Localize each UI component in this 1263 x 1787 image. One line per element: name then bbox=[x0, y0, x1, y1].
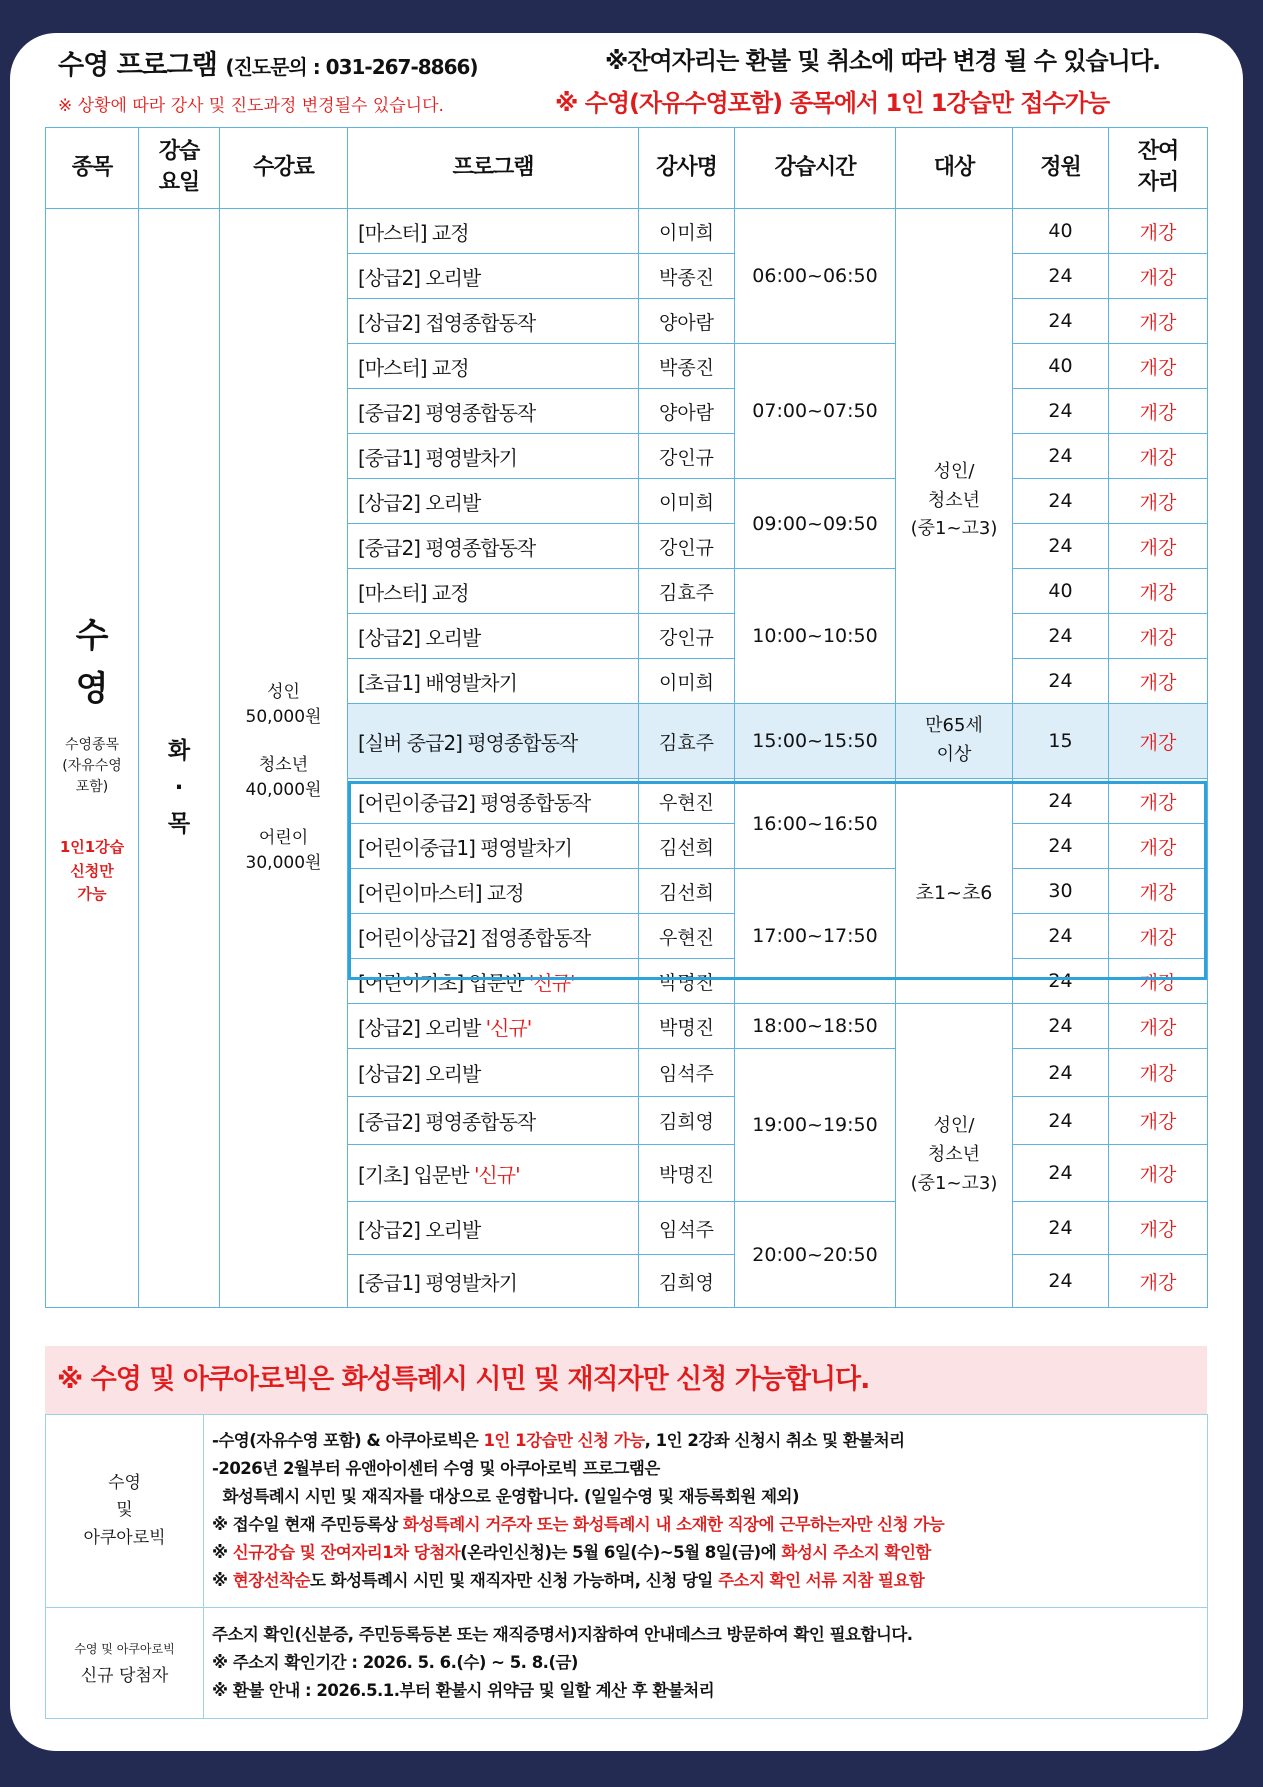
instructor-name: 강인규 bbox=[639, 434, 735, 479]
remaining-status: 개강 bbox=[1109, 614, 1208, 659]
instructor-name: 우현진 bbox=[639, 779, 735, 824]
instructor-name: 이미희 bbox=[639, 659, 735, 704]
remaining-status: 개강 bbox=[1109, 1202, 1208, 1255]
notice-label-small: 수영 및 아쿠아로빅 bbox=[74, 1642, 175, 1656]
new-tag: '신규' bbox=[473, 1162, 520, 1187]
category-note-1: 1인1강습 bbox=[59, 838, 125, 857]
remaining-seat-notice: ※잔여자리는 환불 및 취소에 따라 변경 될 수 있습니다. bbox=[605, 47, 1161, 75]
category-note-2: 신청만 bbox=[70, 861, 114, 880]
table-row bbox=[46, 209, 1208, 254]
capacity: 40 bbox=[1013, 209, 1109, 254]
header-fee: 수강료 bbox=[220, 128, 348, 209]
program-name: [중급1] 평영발차기 bbox=[348, 434, 639, 479]
program-name: [중급2] 평영종합동작 bbox=[348, 1097, 639, 1145]
program-name: [실버 중급2] 평영종합동작 bbox=[348, 704, 639, 779]
notice-line bbox=[212, 1567, 1199, 1595]
category-name-2: 영 bbox=[75, 668, 109, 709]
notice-table bbox=[45, 1414, 1208, 1719]
remaining-status: 개강 bbox=[1109, 299, 1208, 344]
target-senior bbox=[896, 704, 1013, 779]
program-name: [마스터] 교정 bbox=[348, 569, 639, 614]
capacity: 24 bbox=[1013, 524, 1109, 569]
capacity: 24 bbox=[1013, 299, 1109, 344]
notice-text: (온라인신청)는 5월 6일(수)~5월 8일(금)에 bbox=[460, 1543, 782, 1562]
capacity: 24 bbox=[1013, 1145, 1109, 1202]
program-name: [중급1] 평영발차기 bbox=[348, 1255, 639, 1308]
title-text: 수영 프로그램 bbox=[58, 50, 217, 81]
instructor-name: 임석주 bbox=[639, 1049, 735, 1097]
program-name: [초급1] 배영발차기 bbox=[348, 659, 639, 704]
notice-row bbox=[46, 1415, 1208, 1608]
program-name: [마스터] 교정 bbox=[348, 209, 639, 254]
category-sub-3: 포함) bbox=[75, 779, 109, 796]
change-notice: ※ 상황에 따라 강사 및 진도과정 변경될수 있습니다. bbox=[58, 96, 444, 116]
notice-text: ※ bbox=[212, 1543, 233, 1562]
day-dot: · bbox=[174, 774, 184, 801]
header-category: 종목 bbox=[46, 128, 139, 209]
notice-text: 도 화성특례시 시민 및 재직자만 신청 가능하며, 신청 당일 bbox=[310, 1571, 719, 1590]
capacity: 24 bbox=[1013, 1255, 1109, 1308]
time-slot: 07:00~07:50 bbox=[735, 344, 896, 479]
time-slot: 18:00~18:50 bbox=[735, 1004, 896, 1049]
remaining-status: 개강 bbox=[1109, 824, 1208, 869]
day-cell bbox=[139, 209, 220, 1308]
instructor-name: 박종진 bbox=[639, 344, 735, 389]
eligibility-banner: ※ 수영 및 아쿠아로빅은 화성특례시 시민 및 재직자만 신청 가능합니다. bbox=[45, 1346, 1207, 1414]
fee-child-price: 30,000원 bbox=[245, 853, 322, 873]
class-days bbox=[139, 733, 219, 843]
fee-child-label: 어린이 bbox=[258, 827, 309, 848]
program-name: [상급2] 오리발 bbox=[348, 614, 639, 659]
capacity: 40 bbox=[1013, 569, 1109, 614]
program-name: [어린이마스터] 교정 bbox=[348, 869, 639, 914]
notice-highlight: 신규강습 및 잔여자리1차 당첨자 bbox=[232, 1543, 461, 1562]
target-adult2-2: 청소년 bbox=[927, 1144, 981, 1166]
instructor-name: 양아람 bbox=[639, 389, 735, 434]
target-adult bbox=[896, 458, 1012, 544]
remaining-status: 개강 bbox=[1109, 1145, 1208, 1202]
program-name: [마스터] 교정 bbox=[348, 344, 639, 389]
time-slot: 19:00~19:50 bbox=[735, 1049, 896, 1202]
remaining-status: 개강 bbox=[1109, 1004, 1208, 1049]
instructor-name: 박명진 bbox=[639, 1145, 735, 1202]
program-name: [상급2] 접영종합동작 bbox=[348, 299, 639, 344]
page-title bbox=[58, 43, 478, 82]
program-name: [어린이중급2] 평영종합동작 bbox=[348, 779, 639, 824]
notice-highlight: 주소지 확인 서류 지참 필요함 bbox=[718, 1571, 925, 1590]
time-slot: 15:00~15:50 bbox=[735, 704, 896, 779]
program-name-cell bbox=[348, 959, 639, 1004]
program-name: [어린이기초] 입문반 bbox=[358, 970, 524, 995]
instructor-name: 김희영 bbox=[639, 1097, 735, 1145]
remaining-status: 개강 bbox=[1109, 524, 1208, 569]
program-name: [상급2] 오리발 bbox=[358, 1015, 481, 1040]
instructor-name: 박종진 bbox=[639, 254, 735, 299]
category-note-3: 가능 bbox=[77, 884, 107, 903]
header-remaining-line2: 자리 bbox=[1137, 170, 1179, 195]
program-name: [상급2] 오리발 bbox=[348, 1202, 639, 1255]
program-name: [상급2] 오리발 bbox=[348, 1049, 639, 1097]
remaining-status: 개강 bbox=[1109, 659, 1208, 704]
header-instructor: 강사명 bbox=[639, 128, 735, 209]
notice-line: 주소지 확인(신분증, 주민등록등본 또는 재직증명서)지참하여 안내데스크 방문하여 확인 필요합니다. bbox=[212, 1625, 913, 1644]
notice-line bbox=[212, 1511, 1199, 1539]
remaining-status: 개강 bbox=[1109, 209, 1208, 254]
program-name: [중급2] 평영종합동작 bbox=[348, 389, 639, 434]
instructor-name: 박명진 bbox=[639, 1004, 735, 1049]
instructor-name: 강인규 bbox=[639, 524, 735, 569]
target-senior-1: 만65세 bbox=[925, 715, 983, 737]
instructor-name: 김선희 bbox=[639, 824, 735, 869]
instructor-name: 박명진 bbox=[639, 959, 735, 1004]
one-class-notice: ※ 수영(자유수영포함) 종목에서 1인 1강습만 접수가능 bbox=[555, 89, 1110, 117]
remaining-status: 개강 bbox=[1109, 1097, 1208, 1145]
header-target: 대상 bbox=[896, 128, 1013, 209]
day-tue: 화 bbox=[167, 737, 191, 764]
remaining-status: 개강 bbox=[1109, 434, 1208, 479]
category-limit-note bbox=[46, 836, 138, 906]
category-sub-1: 수영종목 bbox=[64, 737, 120, 754]
program-name: [상급2] 오리발 bbox=[348, 479, 639, 524]
instructor-name: 이미희 bbox=[639, 479, 735, 524]
target-kids: 초1~초6 bbox=[896, 779, 1013, 1004]
target-adult-evening bbox=[896, 1112, 1012, 1198]
target-cell bbox=[896, 209, 1013, 704]
inquiry-phone: (진도문의 : 031-267-8866) bbox=[225, 55, 478, 79]
instructor-name: 김효주 bbox=[639, 704, 735, 779]
program-name: [기초] 입문반 bbox=[358, 1162, 469, 1187]
notice-highlight: 1인 1강습만 신청 가능 bbox=[483, 1431, 645, 1450]
header-capacity: 정원 bbox=[1013, 128, 1109, 209]
capacity: 24 bbox=[1013, 389, 1109, 434]
notice-body bbox=[204, 1608, 1208, 1719]
remaining-status: 개강 bbox=[1109, 1049, 1208, 1097]
notice-highlight: 화성시 주소지 확인함 bbox=[781, 1543, 931, 1562]
target-senior-text bbox=[896, 712, 1012, 770]
notice-line bbox=[212, 1427, 1199, 1455]
capacity: 24 bbox=[1013, 824, 1109, 869]
remaining-status: 개강 bbox=[1109, 344, 1208, 389]
notice-label-swim-aqua bbox=[46, 1415, 204, 1608]
capacity: 24 bbox=[1013, 1202, 1109, 1255]
header-day-line1: 강습 bbox=[158, 139, 200, 165]
notice-text: , 1인 2강좌 신청시 취소 및 환불처리 bbox=[644, 1431, 905, 1450]
target-adult-3: (중1~고3) bbox=[910, 518, 998, 540]
schedule-table bbox=[45, 127, 1208, 1308]
target-adult2-3: (중1~고3) bbox=[910, 1172, 998, 1194]
target-adult-2: 청소년 bbox=[927, 489, 981, 511]
header-day-line2: 요일 bbox=[158, 170, 200, 195]
fee-cell bbox=[220, 209, 348, 1308]
remaining-status: 개강 bbox=[1109, 389, 1208, 434]
remaining-status: 개강 bbox=[1109, 959, 1208, 1004]
page-header bbox=[10, 33, 1243, 118]
time-slot: 09:00~09:50 bbox=[735, 479, 896, 569]
new-tag: '신규' bbox=[528, 970, 575, 995]
category-sub bbox=[46, 735, 138, 798]
header-program: 프로그램 bbox=[348, 128, 639, 209]
remaining-status: 개강 bbox=[1109, 1255, 1208, 1308]
notice-line: -2026년 2월부터 유앤아이센터 수영 및 아쿠아로빅 프로그램은 bbox=[212, 1459, 660, 1478]
time-slot: 20:00~20:50 bbox=[735, 1202, 896, 1308]
notice-label-3: 아쿠아로빅 bbox=[83, 1527, 166, 1548]
instructor-name: 김선희 bbox=[639, 869, 735, 914]
target-cell bbox=[896, 1004, 1013, 1308]
program-name-cell bbox=[348, 1004, 639, 1049]
notice-text: -수영(자유수영 포함) & 아쿠아로빅은 bbox=[212, 1431, 484, 1450]
notice-row bbox=[46, 1608, 1208, 1719]
capacity: 24 bbox=[1013, 254, 1109, 299]
fee-youth-price: 40,000원 bbox=[245, 780, 322, 800]
time-slot: 17:00~17:50 bbox=[735, 869, 896, 1004]
header-time: 강습시간 bbox=[735, 128, 896, 209]
time-slot: 10:00~10:50 bbox=[735, 569, 896, 704]
category-name bbox=[46, 610, 138, 715]
target-senior-2: 이상 bbox=[936, 744, 972, 765]
table-header-row bbox=[46, 128, 1208, 209]
instructor-name: 김희영 bbox=[639, 1255, 735, 1308]
day-thu: 목 bbox=[167, 811, 191, 838]
fee-adult-price: 50,000원 bbox=[245, 707, 322, 727]
capacity: 24 bbox=[1013, 659, 1109, 704]
capacity: 24 bbox=[1013, 1097, 1109, 1145]
remaining-status: 개강 bbox=[1109, 479, 1208, 524]
notice-label-1: 수영 bbox=[108, 1473, 141, 1494]
capacity: 24 bbox=[1013, 434, 1109, 479]
program-name: [어린이상급2] 접영종합동작 bbox=[348, 914, 639, 959]
notice-line bbox=[212, 1539, 1199, 1567]
remaining-status: 개강 bbox=[1109, 869, 1208, 914]
category-name-1: 수 bbox=[75, 615, 109, 656]
remaining-status: 개강 bbox=[1109, 254, 1208, 299]
capacity: 24 bbox=[1013, 779, 1109, 824]
time-slot: 06:00~06:50 bbox=[735, 209, 896, 344]
category-cell bbox=[46, 209, 139, 1308]
instructor-name: 김효주 bbox=[639, 569, 735, 614]
remaining-status: 개강 bbox=[1109, 779, 1208, 824]
program-name-cell bbox=[348, 1145, 639, 1202]
instructor-name: 강인규 bbox=[639, 614, 735, 659]
header-remaining bbox=[1109, 128, 1208, 209]
notice-text: ※ 접수일 현재 주민등록상 bbox=[212, 1515, 403, 1534]
notice-highlight: 화성특례시 거주자 또는 화성특례시 내 소재한 직장에 근무하는자만 신청 가능 bbox=[402, 1515, 945, 1534]
header-day bbox=[139, 128, 220, 209]
time-slot: 16:00~16:50 bbox=[735, 779, 896, 869]
notice-line: ※ 주소지 확인기간 : 2026. 5. 6.(수) ~ 5. 8.(금) bbox=[212, 1653, 578, 1672]
remaining-status: 개강 bbox=[1109, 914, 1208, 959]
instructor-name: 우현진 bbox=[639, 914, 735, 959]
capacity: 24 bbox=[1013, 614, 1109, 659]
new-tag: '신규' bbox=[485, 1015, 532, 1040]
remaining-status: 개강 bbox=[1109, 704, 1208, 779]
notice-line: ※ 환불 안내 : 2026.5.1.부터 환불시 위약금 및 일할 계산 후 환불처리 bbox=[212, 1681, 715, 1700]
instructor-name: 양아람 bbox=[639, 299, 735, 344]
program-name: [상급2] 오리발 bbox=[348, 254, 639, 299]
capacity: 30 bbox=[1013, 869, 1109, 914]
program-name: [어린이중급1] 평영발차기 bbox=[348, 824, 639, 869]
notice-label-2: 및 bbox=[116, 1500, 133, 1521]
instructor-name: 이미희 bbox=[639, 209, 735, 254]
capacity: 24 bbox=[1013, 959, 1109, 1004]
target-adult2-1: 성인/ bbox=[933, 1115, 975, 1137]
notice-label-big: 신규 당첨자 bbox=[80, 1666, 169, 1686]
notice-highlight: 현장선착순 bbox=[232, 1571, 310, 1590]
capacity: 24 bbox=[1013, 1049, 1109, 1097]
capacity: 40 bbox=[1013, 344, 1109, 389]
notice-label-new-winners bbox=[46, 1608, 204, 1719]
category-sub-2: (자유수영 bbox=[62, 758, 122, 775]
header-remaining-line1: 잔여 bbox=[1137, 139, 1179, 165]
notice-text: ※ bbox=[212, 1571, 233, 1590]
capacity: 15 bbox=[1013, 704, 1109, 779]
fee-adult-label: 성인 bbox=[267, 681, 300, 702]
capacity: 24 bbox=[1013, 479, 1109, 524]
notice-line: 화성특례시 시민 및 재직자를 대상으로 운영합니다. (일일수영 및 재등록회원 제외) bbox=[212, 1487, 800, 1506]
fee-list bbox=[220, 680, 347, 877]
instructor-name: 임석주 bbox=[639, 1202, 735, 1255]
fee-youth-label: 청소년 bbox=[258, 754, 309, 775]
target-adult-1: 성인/ bbox=[933, 460, 975, 482]
notice-body bbox=[204, 1415, 1208, 1608]
remaining-status: 개강 bbox=[1109, 569, 1208, 614]
schedule-page bbox=[10, 33, 1243, 1751]
program-name: [중급2] 평영종합동작 bbox=[348, 524, 639, 569]
capacity: 24 bbox=[1013, 914, 1109, 959]
capacity: 24 bbox=[1013, 1004, 1109, 1049]
